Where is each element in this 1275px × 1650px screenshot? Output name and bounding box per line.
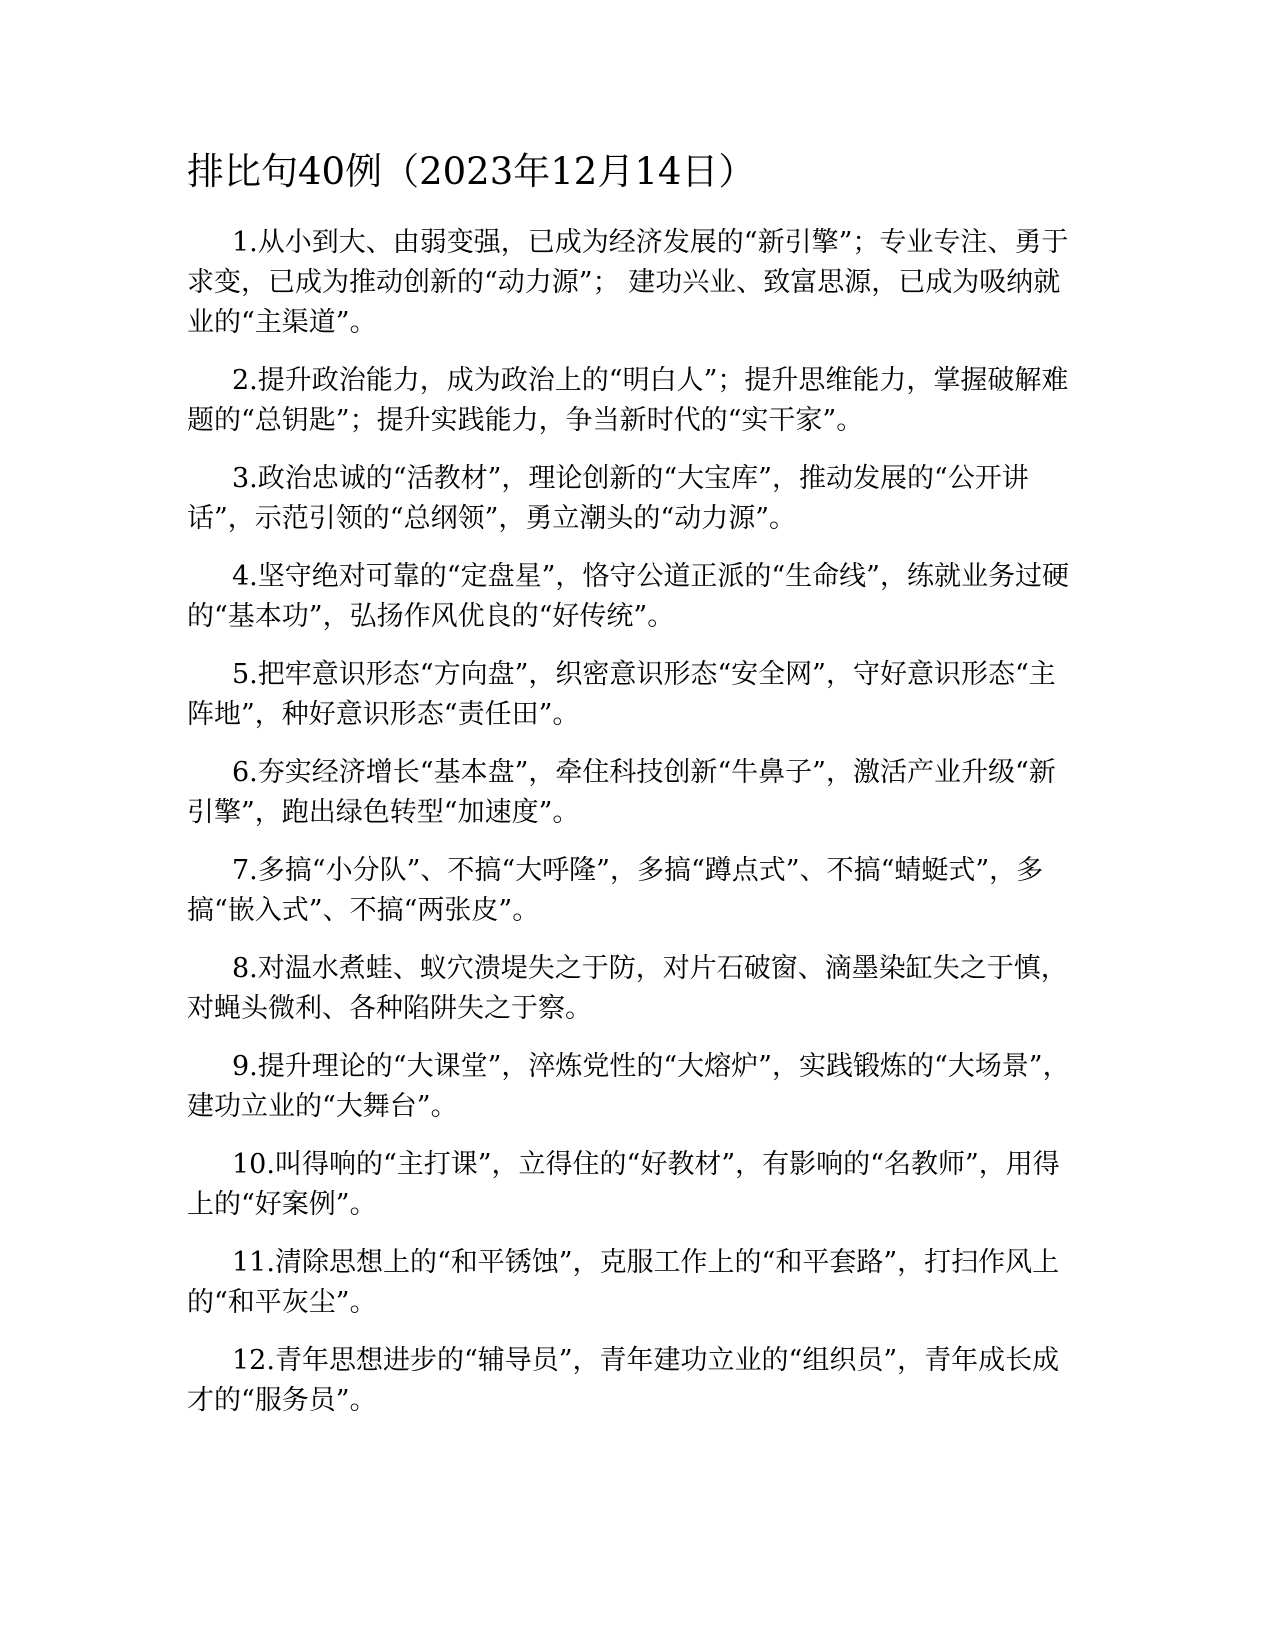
document-title: 排比句40例（2023年12月14日） [187, 150, 756, 193]
paragraph-7: 7.多搞“小分队”、不搞“大呼隆”，多搞“蹲点式”、不搞“蜻蜓式”，多搞“嵌入式”、不搞“两张皮”。 [187, 855, 1044, 926]
paragraph-6: 6.夯实经济增长“基本盘”，牵住科技创新“牛鼻子”，激活产业升级“新引擎”，跑出绿色转型“加速度”。 [187, 757, 1056, 828]
document-body [187, 223, 1077, 1439]
paragraph-1: 1.从小到大、由弱变强，已成为经济发展的“新引擎”；专业专注、勇于求变，已成为推动创新的“动力源”； 建功兴业、致富思源，已成为吸纳就业的“主渠道”。 [187, 227, 1069, 338]
paragraph-2: 2.提升政治能力，成为政治上的“明白人”；提升思维能力，掌握破解难题的“总钥匙”；提升实践能力，争当新时代的“实干家”。 [187, 365, 1069, 436]
paragraph-8: 8.对温水煮蛙、蚁穴溃堤失之于防，对片石破窗、滴墨染缸失之于慎，对蝇头微利、各种陷阱失之于察。 [187, 953, 1068, 1024]
paragraph-12: 12.青年思想进步的“辅导员”，青年建功立业的“组织员”，青年成长成才的“服务员”。 [187, 1345, 1060, 1416]
paragraph-5: 5.把牢意识形态“方向盘”，织密意识形态“安全网”，守好意识形态“主阵地”，种好意识形态“责任田”。 [187, 659, 1056, 730]
paragraph-11: 11.清除思想上的“和平锈蚀”，克服工作上的“和平套路”，打扫作风上的“和平灰尘”。 [187, 1247, 1060, 1318]
paragraph-3: 3.政治忠诚的“活教材”，理论创新的“大宝库”，推动发展的“公开讲话”，示范引领的“总纲领”，勇立潮头的“动力源”。 [187, 463, 1029, 534]
paragraph-4: 4.坚守绝对可靠的“定盘星”，恪守公道正派的“生命线”，练就业务过硬的“基本功”，弘扬作风优良的“好传统”。 [187, 561, 1069, 632]
paragraph-10: 10.叫得响的“主打课”，立得住的“好教材”，有影响的“名教师”，用得上的“好案例”。 [187, 1149, 1060, 1220]
paragraph-9: 9.提升理论的“大课堂”，淬炼党性的“大熔炉”，实践锻炼的“大场景”，建功立业的“大舞台”。 [187, 1051, 1070, 1122]
